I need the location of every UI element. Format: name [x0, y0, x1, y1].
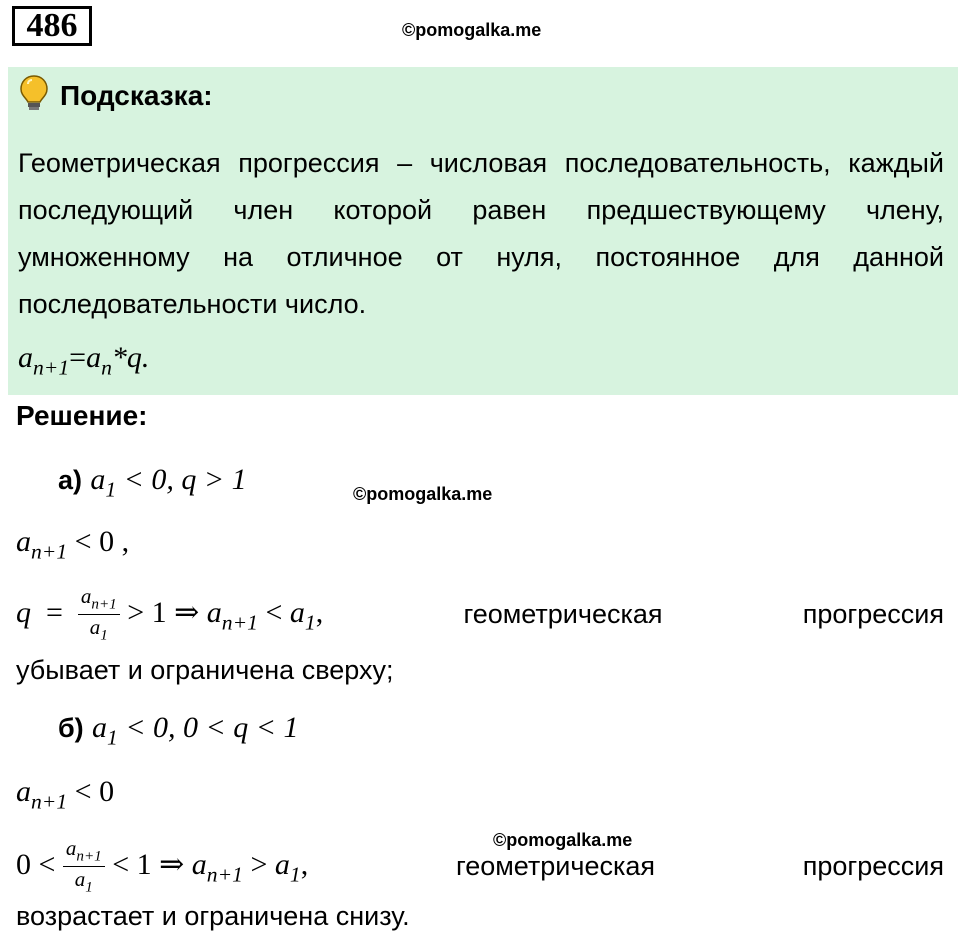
solution-title: Решение:: [16, 400, 148, 431]
watermark-bottom: ©pomogalka.me: [493, 830, 633, 850]
part-b-line2: 0 < $\frac{a_{n+1}}{a_1}$ < 1 ⇒ $a_{n+1} > a_1$, геометрическая прогрессия: [16, 836, 944, 895]
part-a-condition: а) $a_1 < 0$, q > 1: [58, 463, 247, 502]
hint-text: Геометрическая прогрессия – числовая последовательность, каждый последующий член которой равен предшествующему члену, умноженному на отличное от нуля, постоянное для данной последовательности число.: [18, 148, 944, 319]
part-b-line1: $a_{n+1} < 0$: [16, 775, 115, 814]
watermark-top: ©pomogalka.me: [402, 20, 542, 40]
part-b-line3: возрастает и ограничена снизу.: [16, 901, 410, 931]
part-a-line3: убывает и ограничена сверху;: [16, 655, 394, 685]
part-a-line1: $a_{n+1} < 0$ ,: [16, 525, 130, 564]
fraction: $\frac{a_{n+1}}{a_1}$: [63, 836, 105, 896]
fraction: $\frac{a_{n+1}}{a_1}$: [78, 584, 120, 644]
part-a-line2: q = $\frac{a_{n+1}}{a_1}$ > 1 ⇒ $a_{n+1} < a_1$, геометрическая прогрессия: [16, 584, 944, 643]
hint-title: Подсказка:: [60, 80, 213, 111]
watermark-middle: ©pomogalka.me: [353, 484, 493, 504]
problem-number: 486: [12, 6, 92, 46]
lightbulb-icon: [18, 74, 50, 114]
hint-formula: $a_{n+1}=a_n*q$.: [18, 341, 150, 380]
part-b-condition: б) $a_1 < 0$, 0 < q < 1: [58, 711, 299, 750]
